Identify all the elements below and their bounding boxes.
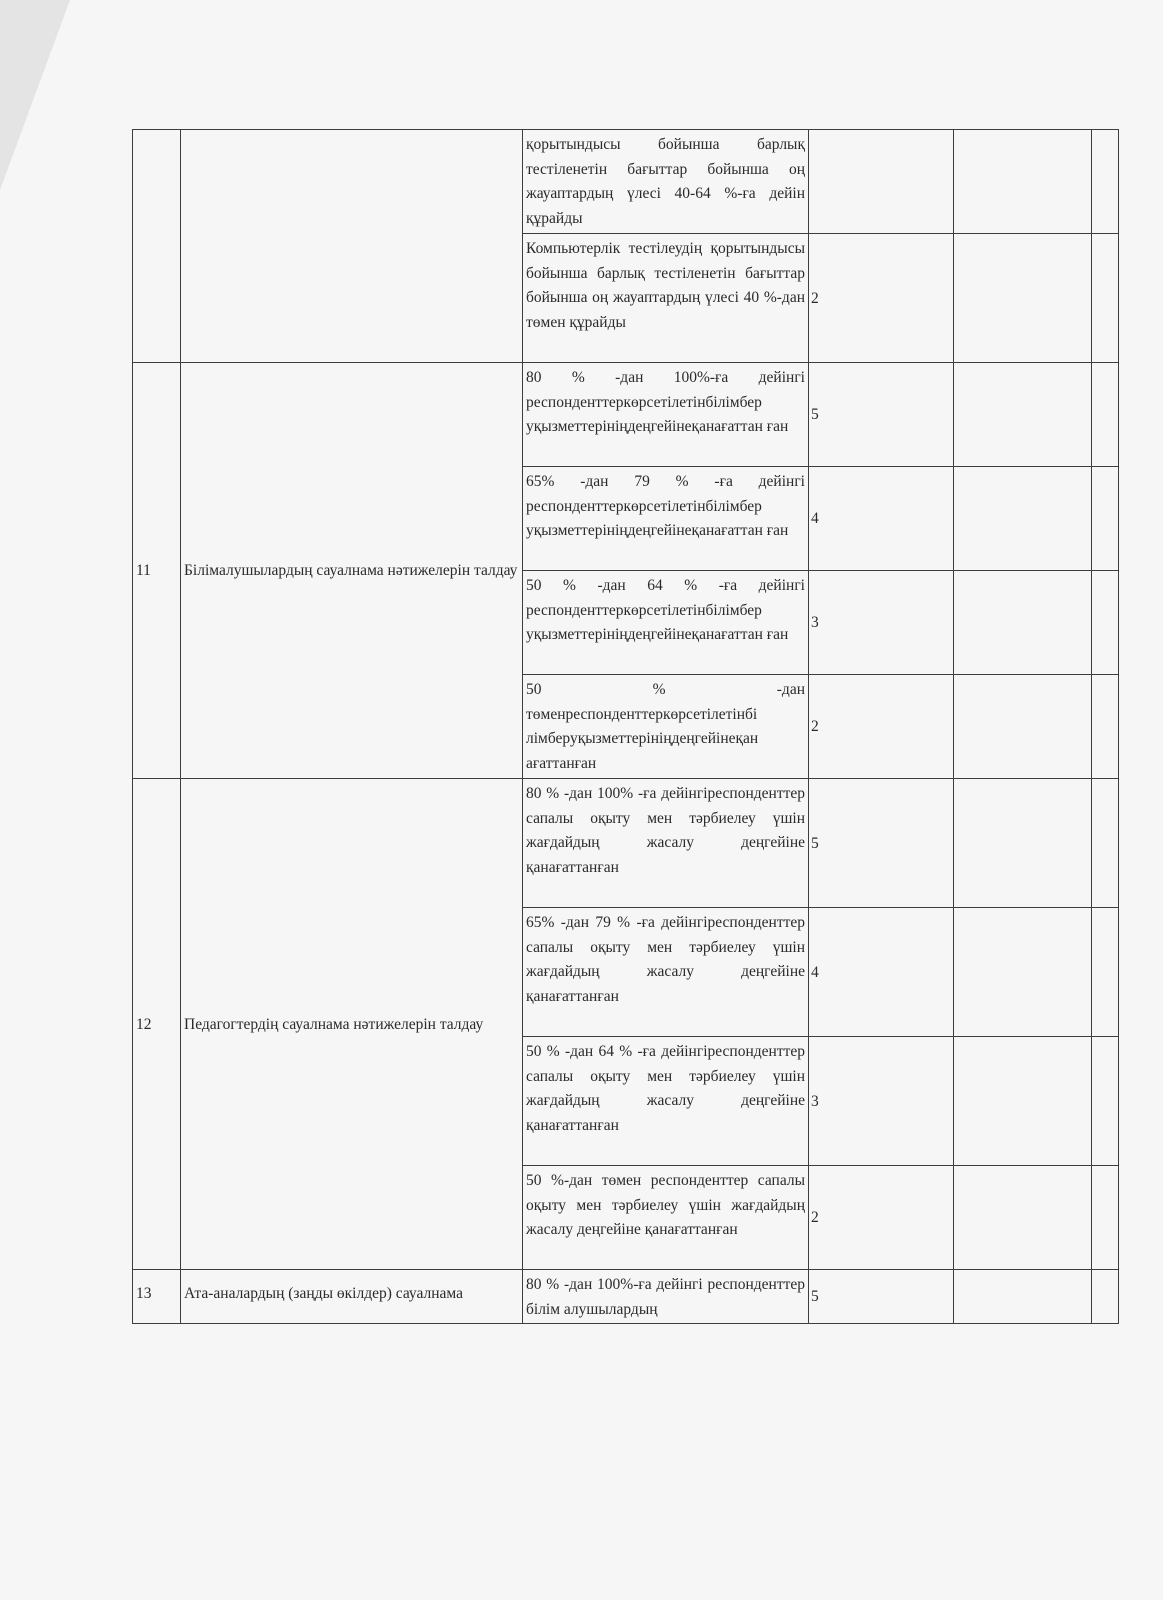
table-row [133, 779, 1119, 908]
criterion-cell: қорытындысы бойынша барлық тестіленетін бағыттар бойынша оң жауаптардың үлесі 40-64 %-ға дейін құрайды [523, 130, 809, 234]
empty-cell [1092, 1270, 1119, 1324]
empty-cell [954, 779, 1092, 908]
page-corner-shadow [0, 0, 70, 190]
criterion-cell: 50 % -дан төменреспонденттеркөрсетілетінбі лімберуқызметтерініңдеңгейінеқан ағаттанған [523, 675, 809, 779]
empty-cell [1092, 1166, 1119, 1270]
row-number-cell [133, 130, 181, 363]
row-number-cell: 12 [133, 779, 181, 1270]
score-cell: 2 [809, 1166, 954, 1270]
indicator-name-cell: Білімалушылардың сауалнама нәтижелерін талдау [181, 363, 523, 779]
criterion-cell: 80 % -дан 100%-ға дейінгі респонденттеркөрсетілетінбілімбер уқызметтерініңдеңгейінеқанағаттан ған [523, 363, 809, 467]
score-cell: 5 [809, 779, 954, 908]
criterion-cell: 65% -дан 79 % -ға дейінгі респонденттеркөрсетілетінбілімбер уқызметтерініңдеңгейінеқанағаттан ған [523, 467, 809, 571]
score-cell: 4 [809, 467, 954, 571]
empty-cell [1092, 571, 1119, 675]
criterion-cell: 80 % -дан 100% -ға дейінгіреспонденттер сапалы оқыту мен тәрбиелеу үшін жағдайдың жасалу деңгейіне қанағаттанған [523, 779, 809, 908]
indicator-name-cell: Ата-аналардың (заңды өкілдер) сауалнама [181, 1270, 523, 1324]
score-cell: 2 [809, 675, 954, 779]
empty-cell [954, 1270, 1092, 1324]
table-row [133, 363, 1119, 467]
criterion-cell: Компьютерлік тестілеудің қорытындысы бойынша барлық тестіленетін бағыттар бойынша оң жауаптардың үлесі 40 %-дан төмен құрайды [523, 234, 809, 363]
empty-cell [954, 130, 1092, 234]
criterion-cell: 50 % -дан 64 % -ға дейінгіреспонденттер сапалы оқыту мен тәрбиелеу үшін жағдайдың жасалу деңгейіне қанағаттанған [523, 1037, 809, 1166]
criterion-cell: 50 %-дан төмен респонденттер сапалы оқыту мен тәрбиелеу үшін жағдайдың жасалу деңгейіне қанағаттанған [523, 1166, 809, 1270]
indicator-name-cell: Педагогтердің сауалнама нәтижелерін талдау [181, 779, 523, 1270]
empty-cell [954, 363, 1092, 467]
empty-cell [954, 1166, 1092, 1270]
indicator-name-cell [181, 130, 523, 363]
criterion-cell: 80 % -дан 100%-ға дейінгі респонденттер білім алушылардың [523, 1270, 809, 1324]
score-cell: 3 [809, 1037, 954, 1166]
row-number-cell: 11 [133, 363, 181, 779]
empty-cell [1092, 130, 1119, 234]
criterion-cell: 65% -дан 79 % -ға дейінгіреспонденттер сапалы оқыту мен тәрбиелеу үшін жағдайдың жасалу деңгейіне қанағаттанған [523, 908, 809, 1037]
empty-cell [1092, 1037, 1119, 1166]
empty-cell [954, 1037, 1092, 1166]
criteria-table [132, 129, 1119, 1324]
empty-cell [954, 234, 1092, 363]
score-cell: 5 [809, 1270, 954, 1324]
score-cell: 5 [809, 363, 954, 467]
empty-cell [1092, 234, 1119, 363]
empty-cell [1092, 675, 1119, 779]
score-cell: 3 [809, 571, 954, 675]
criterion-cell: 50 % -дан 64 % -ға дейінгі респонденттеркөрсетілетінбілімбер уқызметтерініңдеңгейінеқанағаттан ған [523, 571, 809, 675]
table-row [133, 130, 1119, 234]
table-row [133, 1270, 1119, 1324]
score-cell [809, 130, 954, 234]
empty-cell [1092, 363, 1119, 467]
score-cell: 4 [809, 908, 954, 1037]
score-cell: 2 [809, 234, 954, 363]
empty-cell [954, 675, 1092, 779]
empty-cell [1092, 779, 1119, 908]
empty-cell [1092, 908, 1119, 1037]
empty-cell [954, 467, 1092, 571]
empty-cell [954, 571, 1092, 675]
row-number-cell: 13 [133, 1270, 181, 1324]
empty-cell [1092, 467, 1119, 571]
empty-cell [954, 908, 1092, 1037]
